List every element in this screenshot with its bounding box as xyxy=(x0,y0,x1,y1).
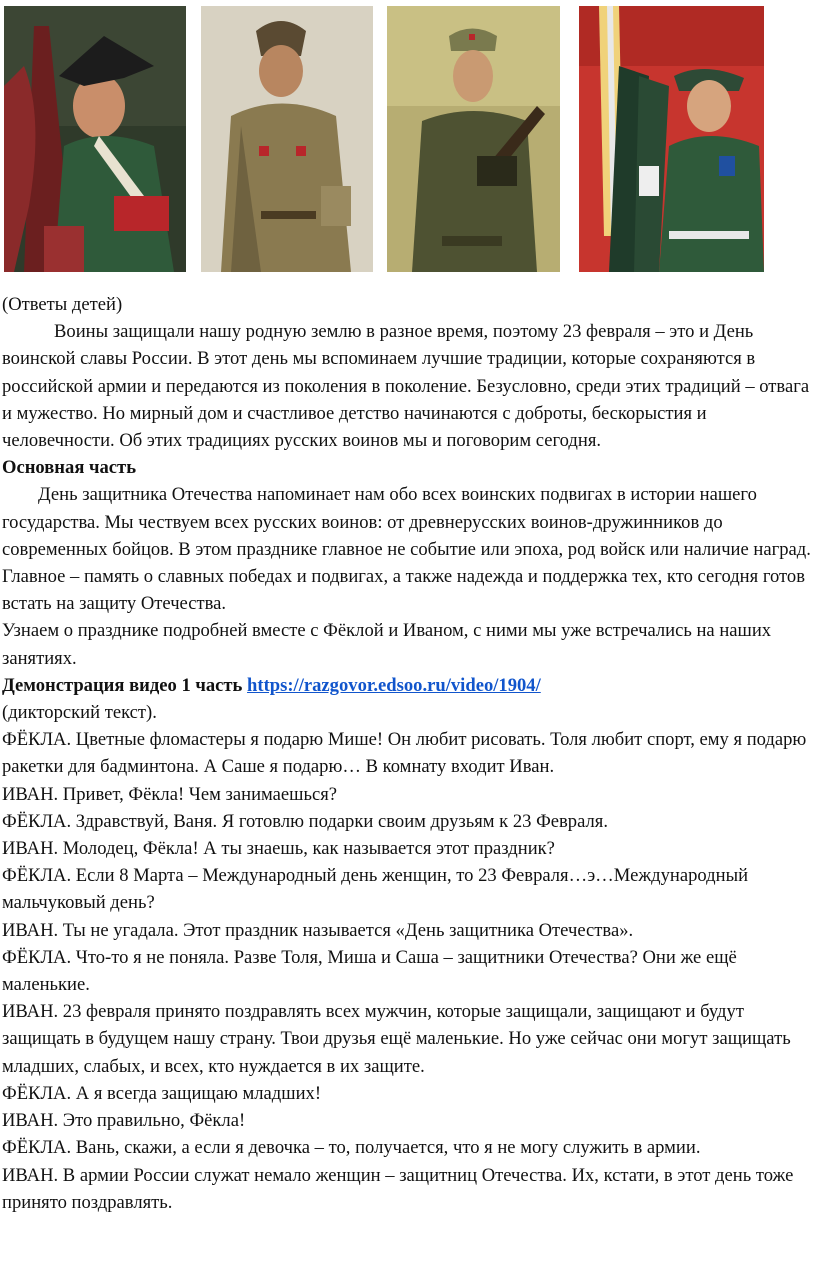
soldier-images-row xyxy=(0,6,816,272)
dialogue-line: ФЁКЛА. Здравствуй, Ваня. Я готовлю подарки своим друзьям к 23 Февраля. xyxy=(2,810,608,832)
children-answers-note: (Ответы детей) xyxy=(2,294,123,315)
narrator-note: (дикторский текст). xyxy=(2,702,157,724)
dialogue-line: ФЁКЛА. Если 8 Марта – Международный день женщин, то 23 Февраля…э…Международный мальчуковый день? xyxy=(2,865,749,914)
video-link[interactable]: https://razgovor.edsoo.ru/video/1904/ xyxy=(247,674,541,696)
main-part-paragraph: День защитника Отечества напоминает нам обо всех воинских подвигах в истории нашего государства. Мы чествуем всех русских воинов: от древнерусских воинов-дружинников до современных бойцов. В этом празднике главное не событие или эпоха, род войск или наличие наград. Главное – память о славных победах и подвигах, а также надежда и поддержка тех, кто сегодня готов встать на защиту Отечества. xyxy=(2,484,811,615)
video-demo-label: Демонстрация видео 1 часть xyxy=(2,674,248,696)
dialogue-line: ИВАН. В армии России служат немало женщин – защитниц Отечества. Их, кстати, в этот день тоже принято поздравлять. xyxy=(2,1164,794,1213)
painting-streltsy-soldier xyxy=(4,6,186,272)
dialogue-line: ФЁКЛА. Вань, скажи, а если я девочка – то, получается, что я не могу служить в армии. xyxy=(2,1137,701,1159)
dialogue-line: ФЁКЛА. А я всегда защищаю младших! xyxy=(2,1082,322,1104)
dialogue-line: ИВАН. Ты не угадала. Этот праздник называется «День защитника Отечества». xyxy=(2,919,634,941)
dialogue-line: ФЁКЛА. Что-то я не поняла. Разве Толя, Миша и Саша – защитники Отечества? Они же ещё маленькие. xyxy=(2,946,737,996)
dialogue-line: ИВАН. Это правильно, Фёкла! xyxy=(2,1110,246,1132)
learn-more-paragraph: Узнаем о празднике подробней вместе с Фёклой и Иваном, с ними мы уже встречались на наших занятиях. xyxy=(2,620,772,669)
painting-ww2-soldier xyxy=(387,6,560,272)
intro-paragraph: Воины защищали нашу родную землю в разное время, поэтому 23 февраля – это и День воинской славы России. В этот день мы вспоминаем лучшие традиции, которые сохраняются в российской армии и передаются из поколения в поколение. Безусловно, среди этих традиций – отвага и мужество. Но мирный дом и счастливое детство начинаются с доброты, бескорыстия и человечности. Об этих традициях русских воинов мы и поговорим сегодня. xyxy=(2,321,810,452)
main-part-heading: Основная часть xyxy=(2,457,137,479)
dialogue-line: ИВАН. Привет, Фёкла! Чем занимаешься? xyxy=(2,783,338,805)
photo-modern-soldiers-parade xyxy=(579,6,764,272)
dialogue-line: ФЁКЛА. Цветные фломастеры я подарю Мише! Он любит рисовать. Толя любит спорт, ему я подарю ракетки для бадминтона. А Саше я подарю… В комнату входит Иван. xyxy=(2,729,807,778)
painting-red-army-soldier xyxy=(201,6,373,272)
document-body xyxy=(2,291,814,1216)
dialogue-line: ИВАН. Молодец, Фёкла! А ты знаешь, как называется этот праздник? xyxy=(2,838,555,860)
video-demo-line xyxy=(2,672,814,699)
dialogue-line: ИВАН. 23 февраля принято поздравлять всех мужчин, которые защищали, защищают и будут защищать в будущем нашу страну. Твои друзья ещё маленькие. Но уже сейчас они могут защищать младших, слабых, и всех, кто нуждается в их защите. xyxy=(2,1001,791,1077)
